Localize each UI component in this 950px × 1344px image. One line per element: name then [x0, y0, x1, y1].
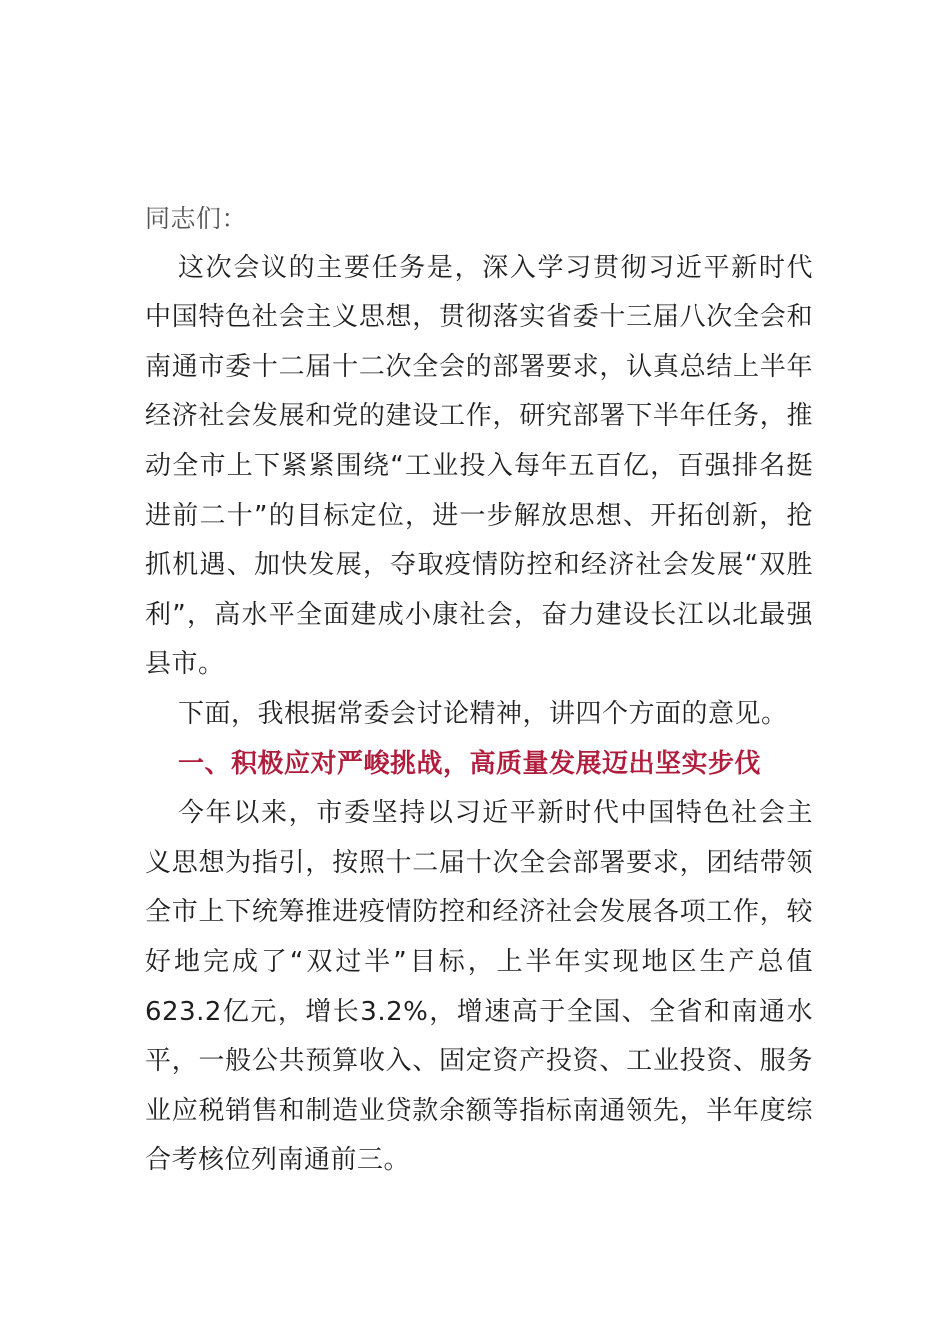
outline-paragraph: 下面，我根据常委会讨论精神，讲四个方面的意见。 — [178, 698, 788, 729]
salutation: 同志们： — [145, 204, 248, 233]
section-1-paragraph: 今年以来，市委坚持以习近平新时代中国特色社会主义思想为指引，按照十二届十次全会部署要求，团结带领全市上下统筹推进疫情防控和经济社会发展各项工作，较好地完成了“双过半”目标，上半年实现地区生产总值623.2亿元，增长3.2%，增速高于全国、全省和南通水平，一般公共预算收入、固定资产投资、工业投资、服务业应税销售和制造业贷款余额等指标南通领先，半年度综合考核位列南通前三。 — [145, 798, 813, 1176]
intro-paragraph: 这次会议的主要任务是，深入学习贯彻习近平新时代中国特色社会主义思想，贯彻落实省委十三届八次全会和南通市委十二届十二次全会的部署要求，认真总结上半年经济社会发展和党的建设工作，研究部署下半年任务，推动全市上下紧紧围绕“工业投入每年五百亿，百强排名挺进前二十”的目标定位，进一步解放思想、开拓创新，抢抓机遇、加快发展，夺取疫情防控和经济社会发展“双胜利”，高水平全面建成小康社会，奋力建设长江以北最强县市。 — [145, 252, 813, 680]
document-body — [145, 194, 813, 1186]
section-heading-1: 一、积极应对严峻挑战，高质量发展迈出坚实步伐 — [178, 748, 762, 779]
